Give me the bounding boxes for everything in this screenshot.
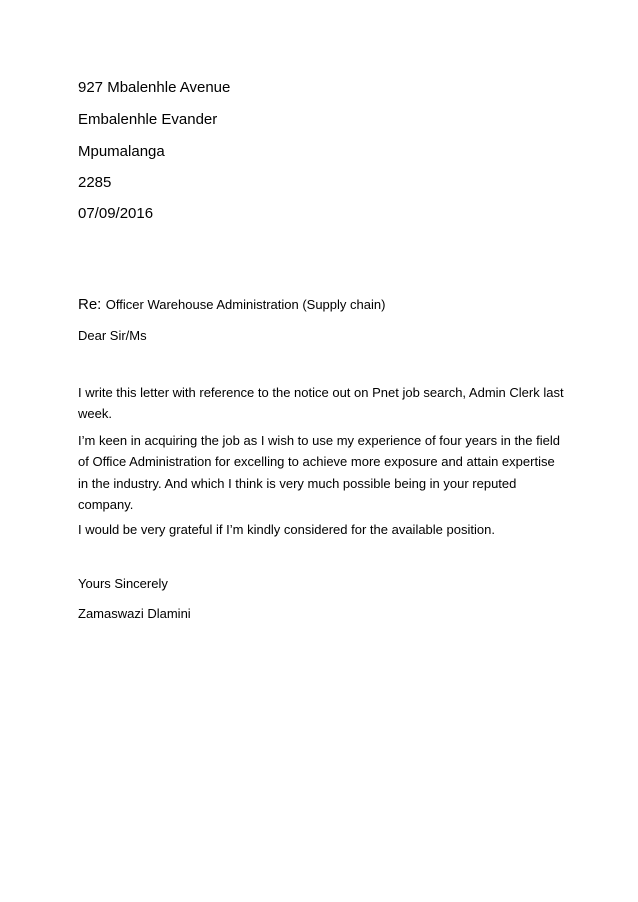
signature-name: Zamaswazi Dlamini (78, 606, 191, 621)
body-paragraph-1: I write this letter with reference to the notice out on Pnet job search, Admin Clerk last week. (78, 385, 564, 422)
body-paragraph-3: I would be very grateful if I’m kindly considered for the available position. (78, 522, 495, 537)
address-area: Embalenhle Evander (78, 111, 218, 128)
body-paragraph-2: I’m keen in acquiring the job as I wish to use my experience of four years in the field of Office Administration for excelling to achieve more exposure and attain expertise in the industry. And which I think is very much possible being in your reputed company. (78, 433, 560, 513)
subject-prefix: Re: (78, 296, 102, 313)
letter-date: 07/09/2016 (78, 205, 154, 222)
closing: Yours Sincerely (78, 576, 168, 591)
subject-line (78, 296, 385, 314)
address-province: Mpumalanga (78, 143, 165, 160)
subject-text: Officer Warehouse Administration (Supply chain) (105, 297, 386, 312)
address-postal-code: 2285 (78, 174, 112, 191)
salutation: Dear Sir/Ms (78, 328, 147, 343)
address-street: 927 Mbalenhle Avenue (78, 79, 231, 96)
